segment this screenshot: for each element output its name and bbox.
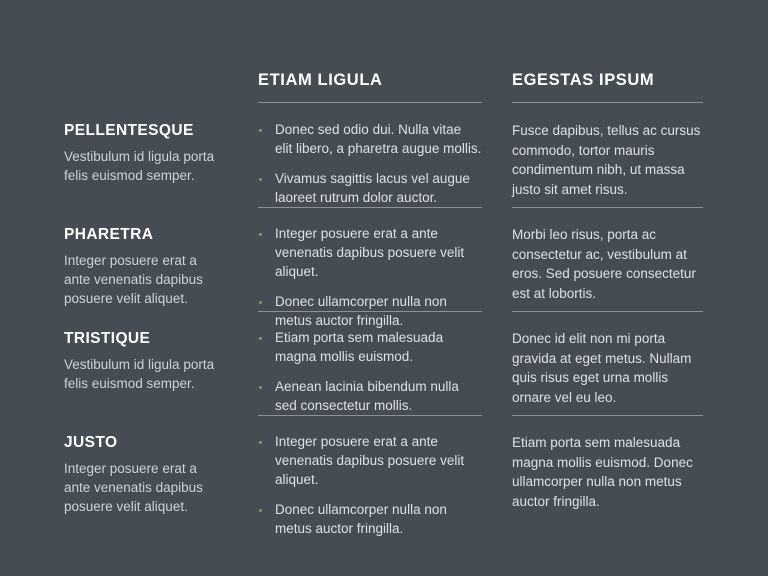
row-title: TRISTIQUE — [64, 330, 151, 347]
bullet-dot-icon — [259, 129, 262, 132]
bullet-item — [258, 501, 482, 539]
row-description: Integer posuere erat a ante venenatis dapibus posuere velit aliquet. — [64, 461, 203, 515]
row-title: PHARETRA — [64, 226, 154, 243]
cell-justo-egestas — [512, 415, 704, 519]
bullet-text: Integer posuere erat a ante venenatis dapibus posuere velit aliquet. — [275, 226, 465, 279]
bullet-list — [258, 121, 482, 208]
bullet-text: Integer posuere erat a ante venenatis dapibus posuere velit aliquet. — [275, 434, 465, 487]
cell-pharetra-egestas — [512, 207, 704, 311]
bullet-text: Vivamus sagittis lacus vel augue laoreet rutrum dolor auctor. — [275, 170, 470, 205]
bullet-list — [258, 329, 482, 416]
bullet-item — [258, 329, 482, 367]
column-header-egestas-ipsum: EGESTAS IPSUM — [512, 64, 704, 103]
cell-tristique-egestas — [512, 311, 704, 415]
bullet-dot-icon — [259, 337, 262, 340]
row-description: Integer posuere erat a ante venenatis dapibus posuere velit aliquet. — [64, 253, 203, 307]
cell-pellentesque-etiam — [258, 103, 512, 207]
bullet-text: Donec sed odio dui. Nulla vitae elit libero, a pharetra augue mollis. — [275, 122, 482, 156]
bullet-text: Donec ullamcorper nulla non metus auctor fringilla. — [275, 501, 447, 536]
paragraph-text: Morbi leo risus, porta ac consectetur ac, vestibulum at eros. Sed posuere consectetur est at lobortis. — [512, 227, 696, 301]
bullet-dot-icon — [259, 233, 262, 236]
cell-pharetra-etiam — [258, 207, 512, 328]
row-header-pharetra — [64, 207, 258, 311]
cell-pellentesque-egestas — [512, 103, 704, 207]
column-header-etiam-ligula: ETIAM LIGULA — [258, 64, 512, 103]
bullet-item — [258, 433, 482, 490]
bullet-item — [258, 121, 482, 159]
bullet-list — [258, 433, 482, 538]
bullet-dot-icon — [259, 509, 262, 512]
bullet-item — [258, 170, 482, 208]
row-header-pellentesque — [64, 103, 258, 207]
bullet-text: Donec ullamcorper nulla non metus auctor fringilla. — [275, 293, 447, 328]
row-title: JUSTO — [64, 434, 118, 451]
bullet-item — [258, 225, 482, 282]
row-description: Vestibulum id ligula porta felis euismod semper. — [64, 149, 215, 184]
row-header-tristique — [64, 311, 258, 415]
paragraph-text: Donec id elit non mi porta gravida at eget metus. Nullam quis risus eget urna mollis ornare vel eu leo. — [512, 331, 692, 405]
row-header-justo — [64, 415, 258, 519]
comparison-table — [64, 64, 704, 536]
bullet-item — [258, 378, 482, 416]
row-title: PELLENTESQUE — [64, 122, 194, 139]
bullet-text: Etiam porta sem malesuada magna mollis euismod. — [275, 330, 444, 364]
row-description: Vestibulum id ligula porta felis euismod semper. — [64, 357, 215, 392]
bullet-dot-icon — [259, 441, 262, 444]
header-spacer — [64, 64, 258, 103]
bullet-dot-icon — [259, 386, 262, 389]
cell-justo-etiam — [258, 415, 512, 536]
bullet-dot-icon — [259, 301, 262, 304]
bullet-text: Aenean lacinia bibendum nulla sed consectetur mollis. — [275, 378, 459, 413]
bullet-dot-icon — [259, 178, 262, 181]
paragraph-text: Etiam porta sem malesuada magna mollis euismod. Donec ullamcorper nulla non metus auctor fringilla. — [512, 435, 693, 509]
cell-tristique-etiam — [258, 311, 512, 415]
paragraph-text: Fusce dapibus, tellus ac cursus commodo, tortor mauris condimentum nibh, ut massa justo sit amet risus. — [512, 123, 701, 197]
